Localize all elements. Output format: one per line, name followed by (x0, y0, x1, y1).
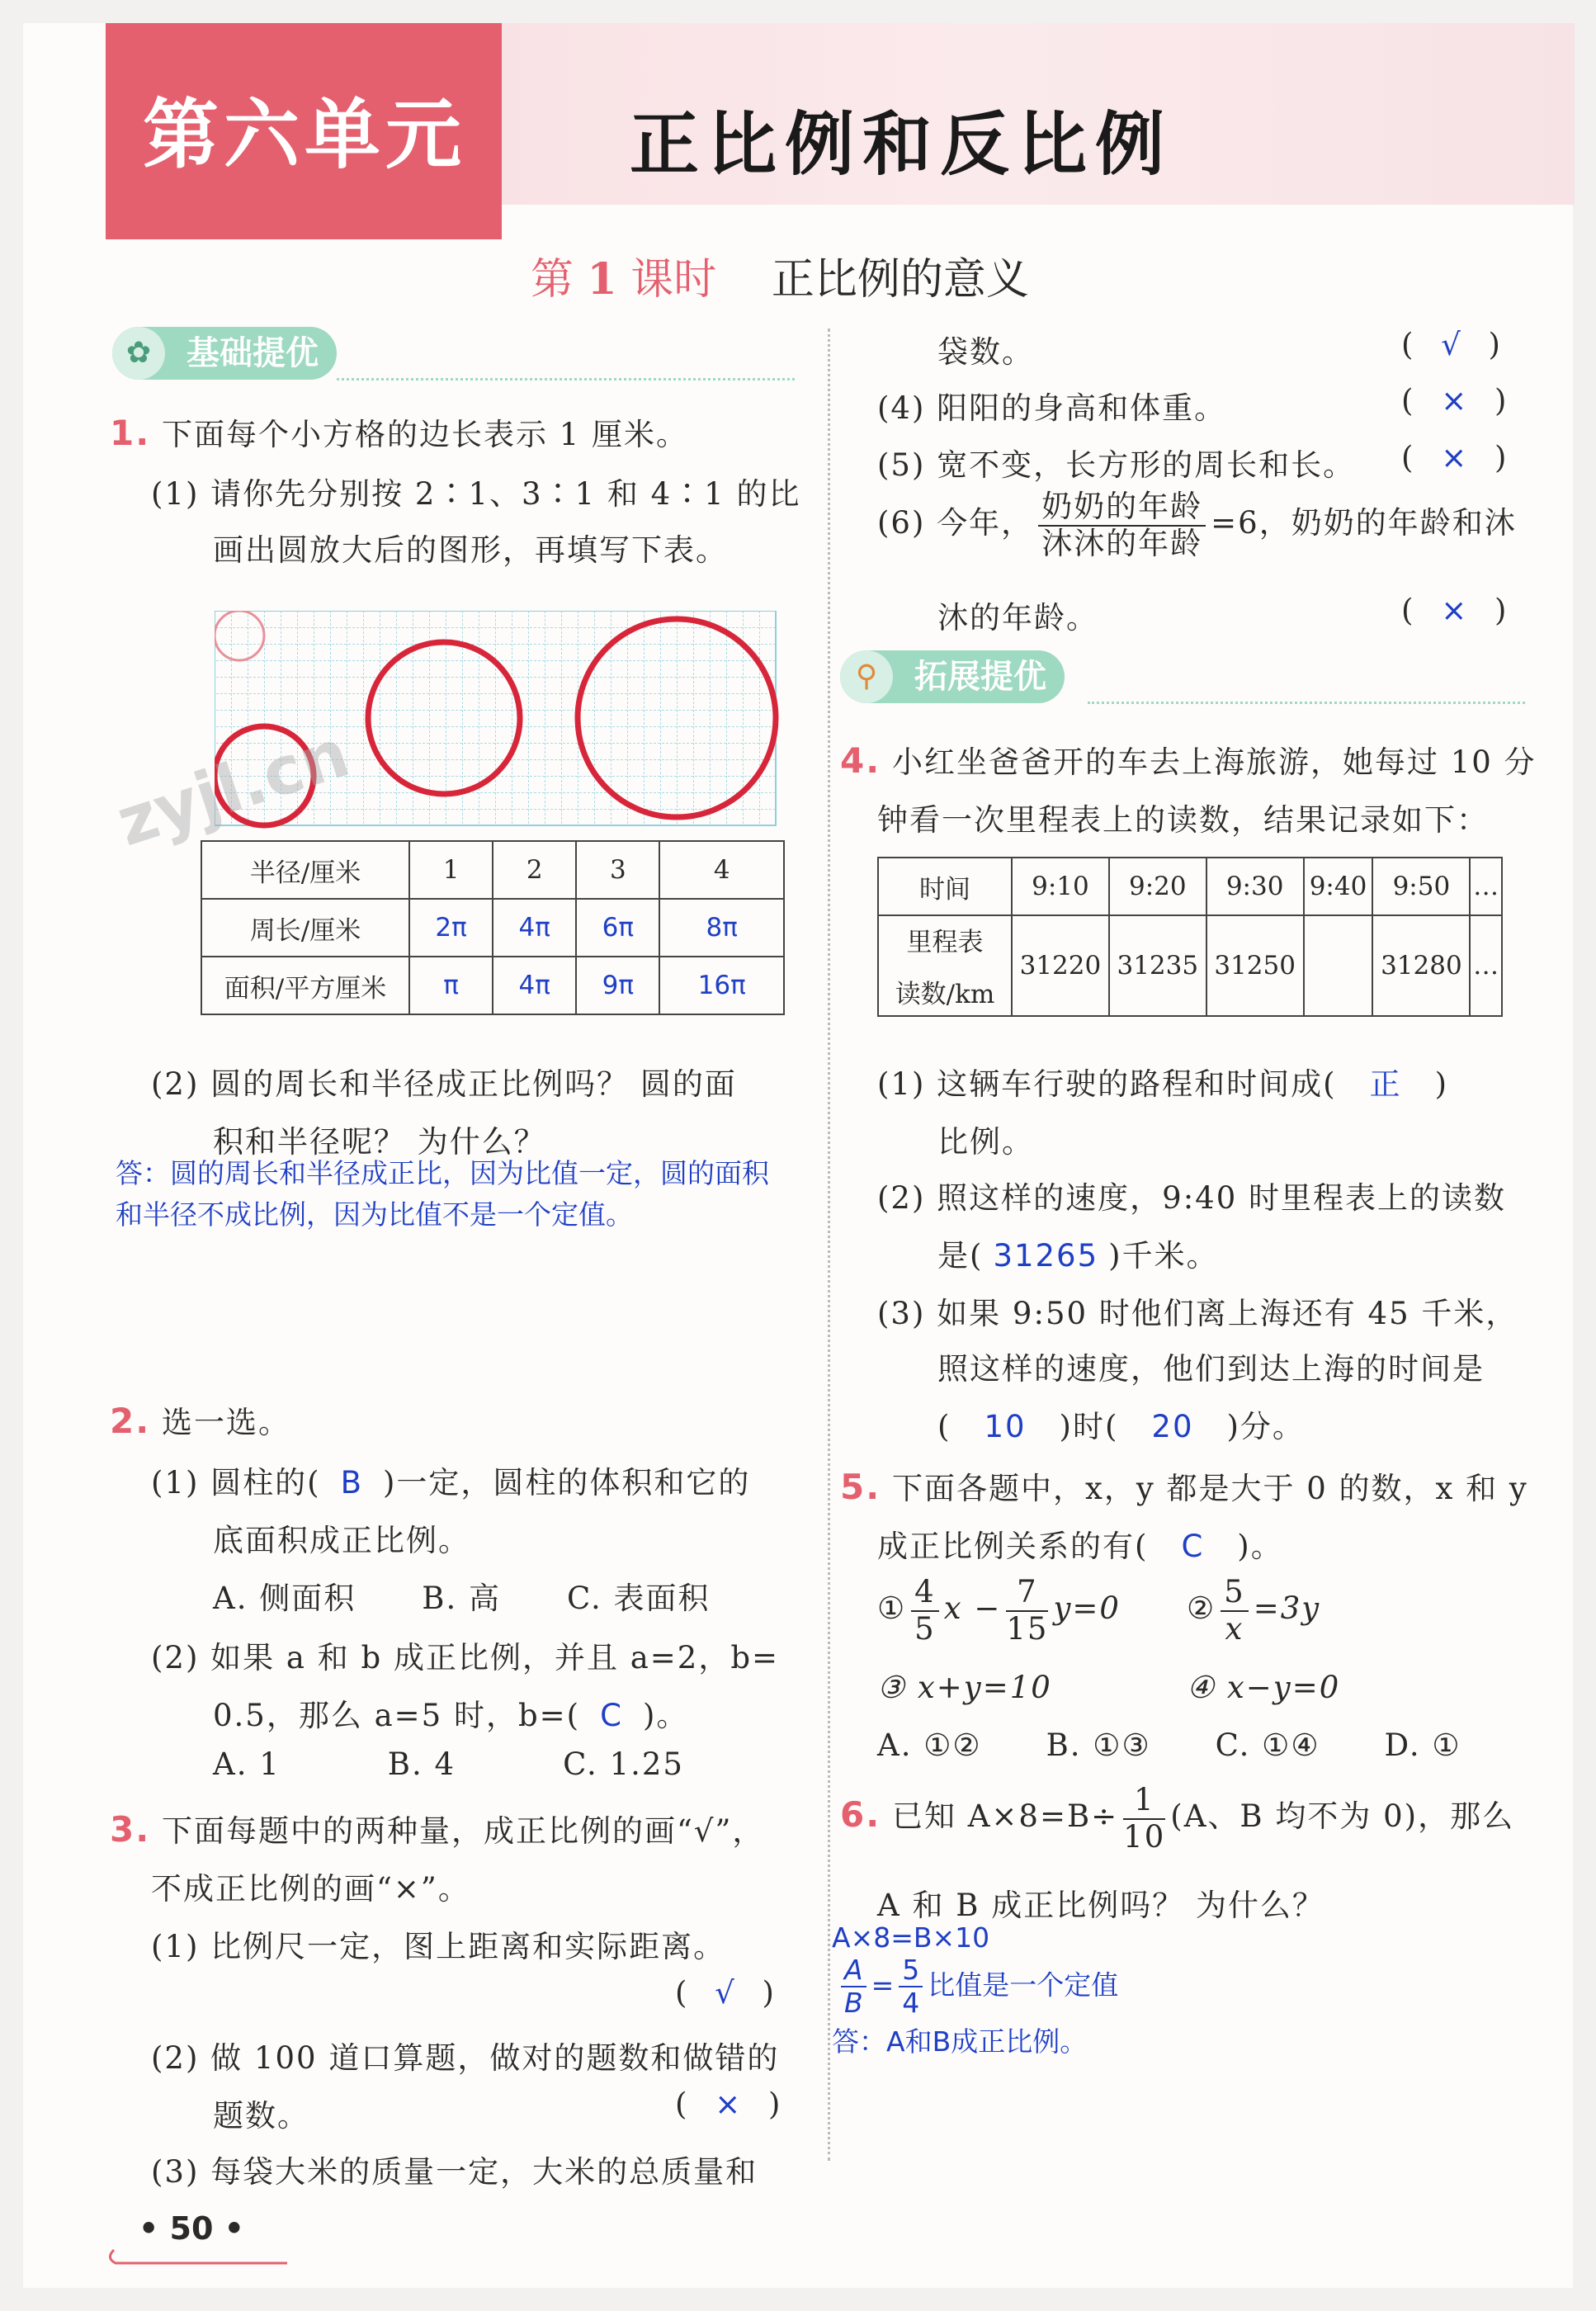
q5-eq1: ① $\frac{4}{5}$ x − $\frac{7}{15}$ y=0 (877, 1574, 1121, 1647)
q3-item2-mark: ( × ) (675, 2087, 782, 2122)
q6-work2: $\frac{A}{B}$ = $\frac{5}{4}$ 比值是一个定值 (836, 1954, 1118, 2019)
unit-title: 第六单元 (143, 91, 467, 179)
q3-stem-line2: 不成正比例的画“×”。 (151, 1871, 470, 1907)
q1-p1-line1: (1) 请你先分别按 2∶1、3∶1 和 4∶1 的比 (151, 476, 801, 512)
lesson-title: 第 1 课时 正比例的意义 (531, 254, 1029, 305)
q2-p2-line1: (2) 如果 a 和 b 成正比例，并且 a=2，b= (151, 1640, 780, 1675)
q4-p1-line1: (1) 这辆车行驶的路程和时间成( 正 ) (877, 1066, 1449, 1102)
q2-p1-line2: 底面积成正比例。 (213, 1523, 470, 1558)
q2-p2-line2: 0.5，那么 a=5 时，b=( C )。 (213, 1698, 689, 1733)
q2-p1-line1: (1) 圆柱的( B )一定，圆柱的体积和它的 (151, 1465, 751, 1500)
table-cell: 9π (576, 957, 659, 1014)
q3-item1: (1) 比例尺一定，图上距离和实际距离。 (151, 1929, 726, 1964)
table-row (201, 957, 784, 1014)
q3-item3: (3) 每袋大米的质量一定，大米的总质量和 (151, 2154, 758, 2190)
q3-item4-mark: ( × ) (1401, 383, 1509, 418)
section-basic-label: 基础提优 (112, 327, 337, 380)
row-label: 时间 (878, 858, 1012, 915)
q3-item5: (5) 宽不变，长方形的周长和长。 (877, 447, 1356, 483)
q5-options: A. ①② B. ①③ C. ①④ D. ① (877, 1727, 1461, 1763)
workbook-page (23, 23, 1573, 2288)
column-divider (828, 328, 830, 2161)
q1-table (201, 840, 785, 1015)
q3-item4: (4) 阳阳的身高和体重。 (877, 390, 1227, 426)
table-row (201, 841, 784, 899)
section-dotline (337, 378, 795, 380)
row-label: 里程表 读数/km (878, 915, 1012, 1016)
table-cell: 31235 (1109, 915, 1206, 1016)
table-row (878, 915, 1502, 1016)
q3-item2: (2) 做 100 道口算题，做对的题数和做错的 (151, 2040, 780, 2076)
row-label: 周长/厘米 (201, 899, 409, 957)
magnifier-icon: ⚲ (840, 650, 893, 703)
q4-p1-line2: 比例。 (937, 1124, 1034, 1160)
table-cell: 16π (659, 957, 784, 1014)
table-cell: … (1470, 858, 1502, 915)
table-cell: 4 (659, 841, 784, 899)
q3-item6: (6) 今年， $\frac{\text{奶奶的年龄}}{\text{沐沐的年龄}}$ =6，奶奶的年龄和沐 (877, 489, 1517, 561)
page-number: • 50 • (139, 2210, 244, 2247)
q1-p2-line2: 积和半径呢？ 为什么？ (213, 1124, 546, 1160)
table-cell: 9:10 (1012, 858, 1109, 915)
table-cell: … (1470, 915, 1502, 1016)
q4-stem-line2: 钟看一次里程表上的读数，结果记录如下： (877, 802, 1489, 838)
q1-p2-line1: (2) 圆的周长和半径成正比例吗？ 圆的面 (151, 1066, 737, 1102)
q6-work1: A×8=B×10 (832, 1921, 990, 1954)
q3-item3-mark: ( √ ) (1401, 327, 1502, 362)
chapter-title: 正比例和反比例 (630, 104, 1173, 185)
section-dotline (1088, 702, 1525, 704)
q4-stem-line1: 4. 小红坐爸爸开的车去上海旅游，她每过 10 分 (840, 740, 1537, 781)
table-cell: 31220 (1012, 915, 1109, 1016)
table-cell (1304, 915, 1373, 1016)
table-cell: 3 (576, 841, 659, 899)
table-cell: 9:20 (1109, 858, 1206, 915)
q6-answer: 答：A和B成正比例。 (832, 2025, 1088, 2058)
table-cell: 4π (493, 957, 576, 1014)
q4-p3-line2: 照这样的速度，他们到达上海的时间是 (937, 1351, 1485, 1387)
section-extend-label: 拓展提优 (840, 650, 1065, 703)
table-cell: 9:50 (1372, 858, 1470, 915)
q4-p2-line1: (2) 照这样的速度，9:40 时里程表上的读数 (877, 1180, 1507, 1216)
table-cell: 1 (409, 841, 493, 899)
q1-answer-line1: 答：圆的周长和半径成正比，因为比值一定，圆的面积 (116, 1157, 769, 1189)
q5-eq2: ② $\frac{5}{x}$ =3y (1187, 1574, 1321, 1647)
q3-item5-mark: ( × ) (1401, 440, 1509, 475)
q3-item6-line2: 沐的年龄。 (937, 600, 1098, 636)
table-cell: 6π (576, 899, 659, 957)
table-cell: 9:30 (1206, 858, 1304, 915)
table-cell: 2π (409, 899, 493, 957)
age-fraction: $\frac{\text{奶奶的年龄}}{\text{沐沐的年龄}}$ (1038, 489, 1206, 561)
q3-stem-line1: 3. 下面每题中的两种量，成正比例的画“√”， (110, 1809, 765, 1850)
q6-stem-line2: A 和 B 成正比例吗？ 为什么？ (877, 1888, 1324, 1923)
q5-eq3: ③ x+y=10 (877, 1670, 1052, 1705)
q5-eq4: ④ x−y=0 (1187, 1670, 1341, 1705)
table-row (878, 858, 1502, 915)
q4-table (877, 857, 1503, 1017)
q4-p3-line3: ( 10 )时( 20 )分。 (937, 1409, 1305, 1444)
table-cell: 31250 (1206, 915, 1304, 1016)
q1-answer-line2: 和半径不成比例，因为比值不是一个定值。 (116, 1198, 633, 1231)
q6-stem-line1: 6. 已知 A×8=B÷ $\frac{1}{10}$ (A、B 均不为 0)，那么 (840, 1782, 1515, 1855)
q2-stem: 2. 选一选。 (110, 1401, 290, 1441)
table-cell: 31280 (1372, 915, 1470, 1016)
table-cell: 9:40 (1304, 858, 1373, 915)
q3-item6-mark: ( × ) (1401, 593, 1509, 628)
q5-stem-line1: 5. 下面各题中，x，y 都是大于 0 的数，x 和 y (840, 1467, 1528, 1507)
q3-item1-mark: ( √ ) (675, 1975, 776, 2011)
q3-item2-line2: 题数。 (213, 2098, 309, 2134)
table-cell: π (409, 957, 493, 1014)
q4-p2-line2: 是( 31265 )千米。 (937, 1238, 1219, 1274)
table-cell: 8π (659, 899, 784, 957)
table-cell: 4π (493, 899, 576, 957)
q5-stem-line2: 成正比例关系的有( C )。 (877, 1529, 1283, 1564)
q4-p3-line1: (3) 如果 9:50 时他们离上海还有 45 千米， (877, 1296, 1518, 1331)
watermark: zyjl.cn (107, 714, 358, 862)
q2-p1-options: A. 侧面积 B. 高 C. 表面积 (213, 1581, 711, 1616)
table-row (201, 899, 784, 957)
q1-stem: 1. 下面每个小方格的边长表示 1 厘米。 (110, 413, 689, 453)
table-cell: 2 (493, 841, 576, 899)
page-number-underline (106, 2243, 295, 2268)
row-label: 半径/厘米 (201, 841, 409, 899)
q1-p1-line2: 画出圆放大后的图形，再填写下表。 (213, 532, 728, 568)
q3-item3-line2: 袋数。 (937, 334, 1034, 370)
row-label: 面积/平方厘米 (201, 957, 409, 1014)
q2-p2-options: A. 1 B. 4 C. 1.25 (213, 1746, 684, 1782)
sprout-icon: ✿ (112, 327, 165, 380)
